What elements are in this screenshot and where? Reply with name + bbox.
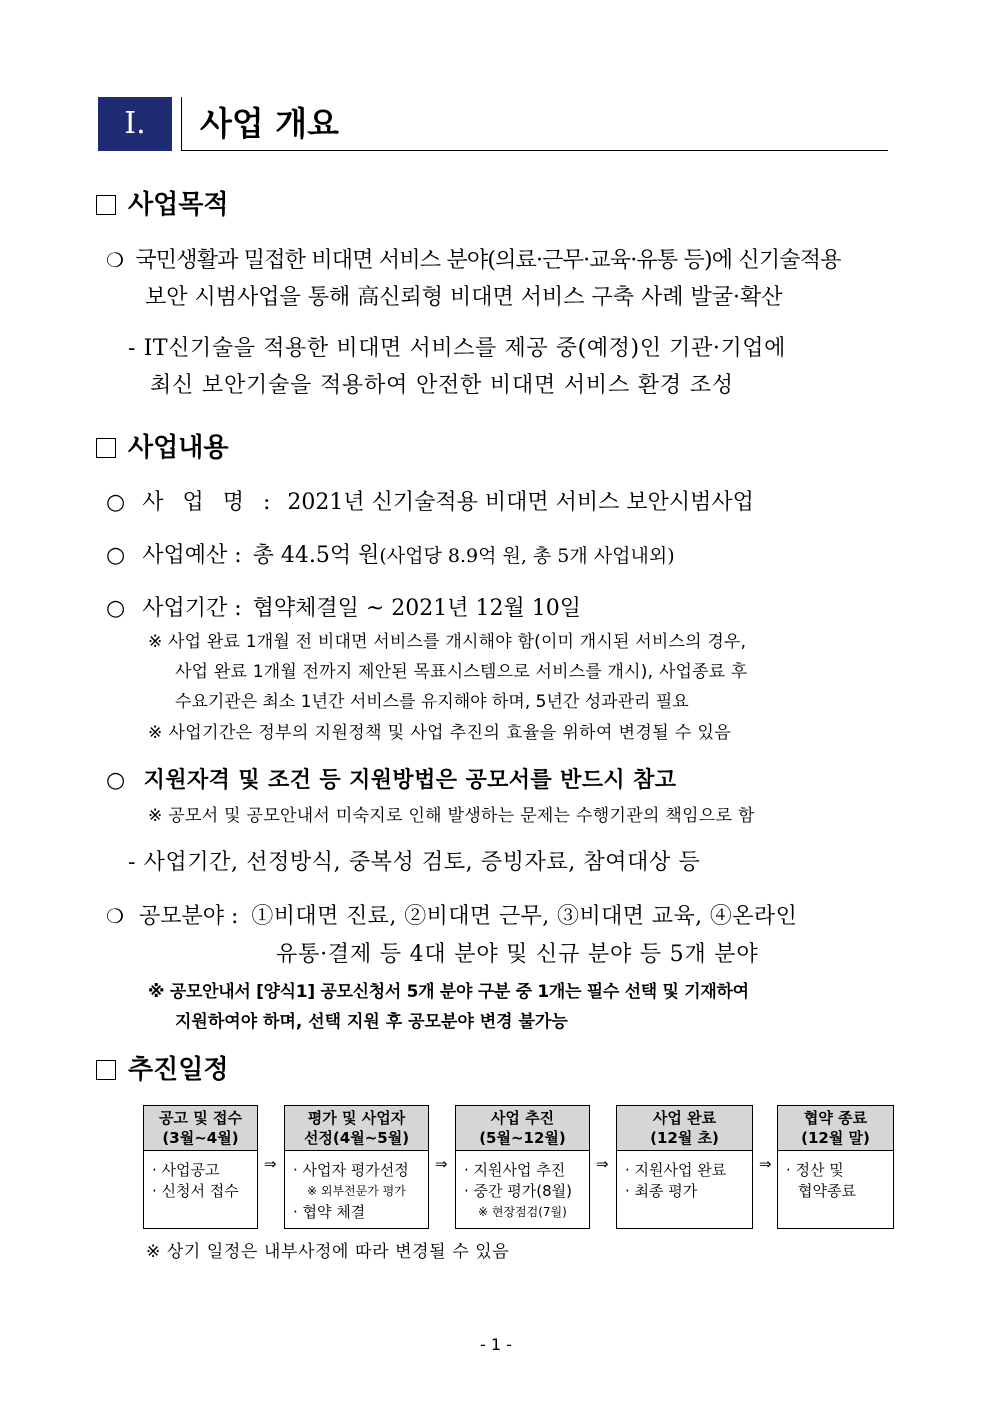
purpose-bullet-line1: ❍ 국민생활과 밀접한 비대면 서비스 분야(의료·근무·교육·유통 등)에 신기술적용 xyxy=(106,248,841,273)
square-bullet-icon xyxy=(96,195,116,215)
field-line2: 유통·결제 등 4대 분야 및 신규 분야 등 5개 분야 xyxy=(276,942,759,967)
circle-bullet-icon: ○ xyxy=(106,543,126,568)
chapter-divider xyxy=(181,97,182,151)
purpose-sub-line2: 최신 보안기술을 적용하여 안전한 비대면 서비스 환경 조성 xyxy=(150,373,734,398)
period-note1-line2: 사업 완료 1개월 전까지 제안된 목표시스템으로 서비스를 개시), 사업종료 후 xyxy=(175,662,748,682)
stage-5-body: · 정산 및 협약종료 xyxy=(777,1151,894,1229)
stage-3-header: 사업 추진 (5월~12월) xyxy=(455,1105,590,1151)
flow-arrow-icon: ⇒ xyxy=(596,1155,609,1173)
purpose-bullet-line2: 보안 시범사업을 통해 高신뢰형 비대면 서비스 구축 사례 발굴·확산 xyxy=(145,285,783,310)
content-name-row: ○ 사 업 명 : 2021년 신기술적용 비대면 서비스 보안시범사업 xyxy=(106,490,754,515)
chapter-underline xyxy=(181,150,888,151)
stage-5-header: 협약 종료 (12월 말) xyxy=(777,1105,894,1151)
square-bullet-icon xyxy=(96,1060,116,1080)
circle-bullet-icon: ○ xyxy=(106,767,126,793)
purpose-sub-line1: - IT신기술을 적용한 비대면 서비스를 제공 중(예정)인 기관·기업에 xyxy=(128,336,787,361)
stage-1-header: 공고 및 접수 (3월~4월) xyxy=(143,1105,258,1151)
section-heading-purpose: 사업목적 xyxy=(96,188,228,222)
qualify-note: ※ 공모서 및 공모안내서 미숙지로 인해 발생하는 문제는 수행기관의 책임으로 함 xyxy=(148,806,755,826)
stage-3-body: · 지원사업 추진 · 중간 평가(8월) ※ 현장점검(7월) xyxy=(455,1151,590,1229)
period-note1-line3: 수요기관은 최소 1년간 서비스를 유지해야 하며, 5년간 성과관리 필요 xyxy=(175,692,689,712)
flow-arrow-icon: ⇒ xyxy=(264,1155,277,1173)
square-bullet-icon xyxy=(96,438,116,458)
stage-1-body: · 사업공고 · 신청서 접수 xyxy=(143,1151,258,1229)
circle-bullet-icon: ○ xyxy=(106,596,126,621)
period-note1-line1: ※ 사업 완료 1개월 전 비대면 서비스를 개시해야 함(이미 개시된 서비스의 경우, xyxy=(148,632,747,652)
period-note2: ※ 사업기간은 정부의 지원정책 및 사업 추진의 효율을 위하여 변경될 수 있음 xyxy=(148,723,732,743)
content-period-row: ○ 사업기간 : 협약체결일 ~ 2021년 12월 10일 xyxy=(106,596,582,621)
chapter-title: 사업 개요 xyxy=(200,104,340,143)
section-heading-content: 사업내용 xyxy=(96,431,228,465)
chapter-number: Ⅰ. xyxy=(98,97,172,151)
flow-arrow-icon: ⇒ xyxy=(759,1155,772,1173)
field-note-line2: 지원하여야 하며, 선택 지원 후 공모분야 변경 불가능 xyxy=(175,1012,568,1032)
schedule-footnote: ※ 상기 일정은 내부사정에 따라 변경될 수 있음 xyxy=(146,1242,510,1262)
content-qualify-row: ○ 지원자격 및 조건 등 지원방법은 공모서를 반드시 참고 xyxy=(106,767,677,793)
stage-2-header: 평가 및 사업자 선정(4월~5월) xyxy=(284,1105,429,1151)
circle-bullet-icon: ○ xyxy=(106,490,126,515)
qualify-sub: - 사업기간, 선정방식, 중복성 검토, 증빙자료, 참여대상 등 xyxy=(128,850,701,875)
section-heading-schedule: 추진일정 xyxy=(96,1053,228,1087)
stage-2-body: · 사업자 평가선정 ※ 외부전문가 평가 · 협약 체결 xyxy=(284,1151,429,1229)
filled-circle-bullet-icon: ❍ xyxy=(106,248,124,272)
content-field-row: ❍ 공모분야 : ①비대면 진료, ②비대면 근무, ③비대면 교육, ④온라인 xyxy=(106,904,798,929)
filled-circle-bullet-icon: ❍ xyxy=(106,904,124,928)
field-note-line1: ※ 공모안내서 [양식1] 공모신청서 5개 분야 구분 중 1개는 필수 선택 및 기재하여 xyxy=(148,982,749,1002)
flow-arrow-icon: ⇒ xyxy=(435,1155,448,1173)
content-budget-row: ○ 사업예산 : 총 44.5억 원(사업당 8.9억 원, 총 5개 사업내외) xyxy=(106,543,675,568)
page-number: - 1 - xyxy=(480,1335,512,1354)
stage-4-header: 사업 완료 (12월 초) xyxy=(616,1105,753,1151)
stage-4-body: · 지원사업 완료 · 최종 평가 xyxy=(616,1151,753,1229)
